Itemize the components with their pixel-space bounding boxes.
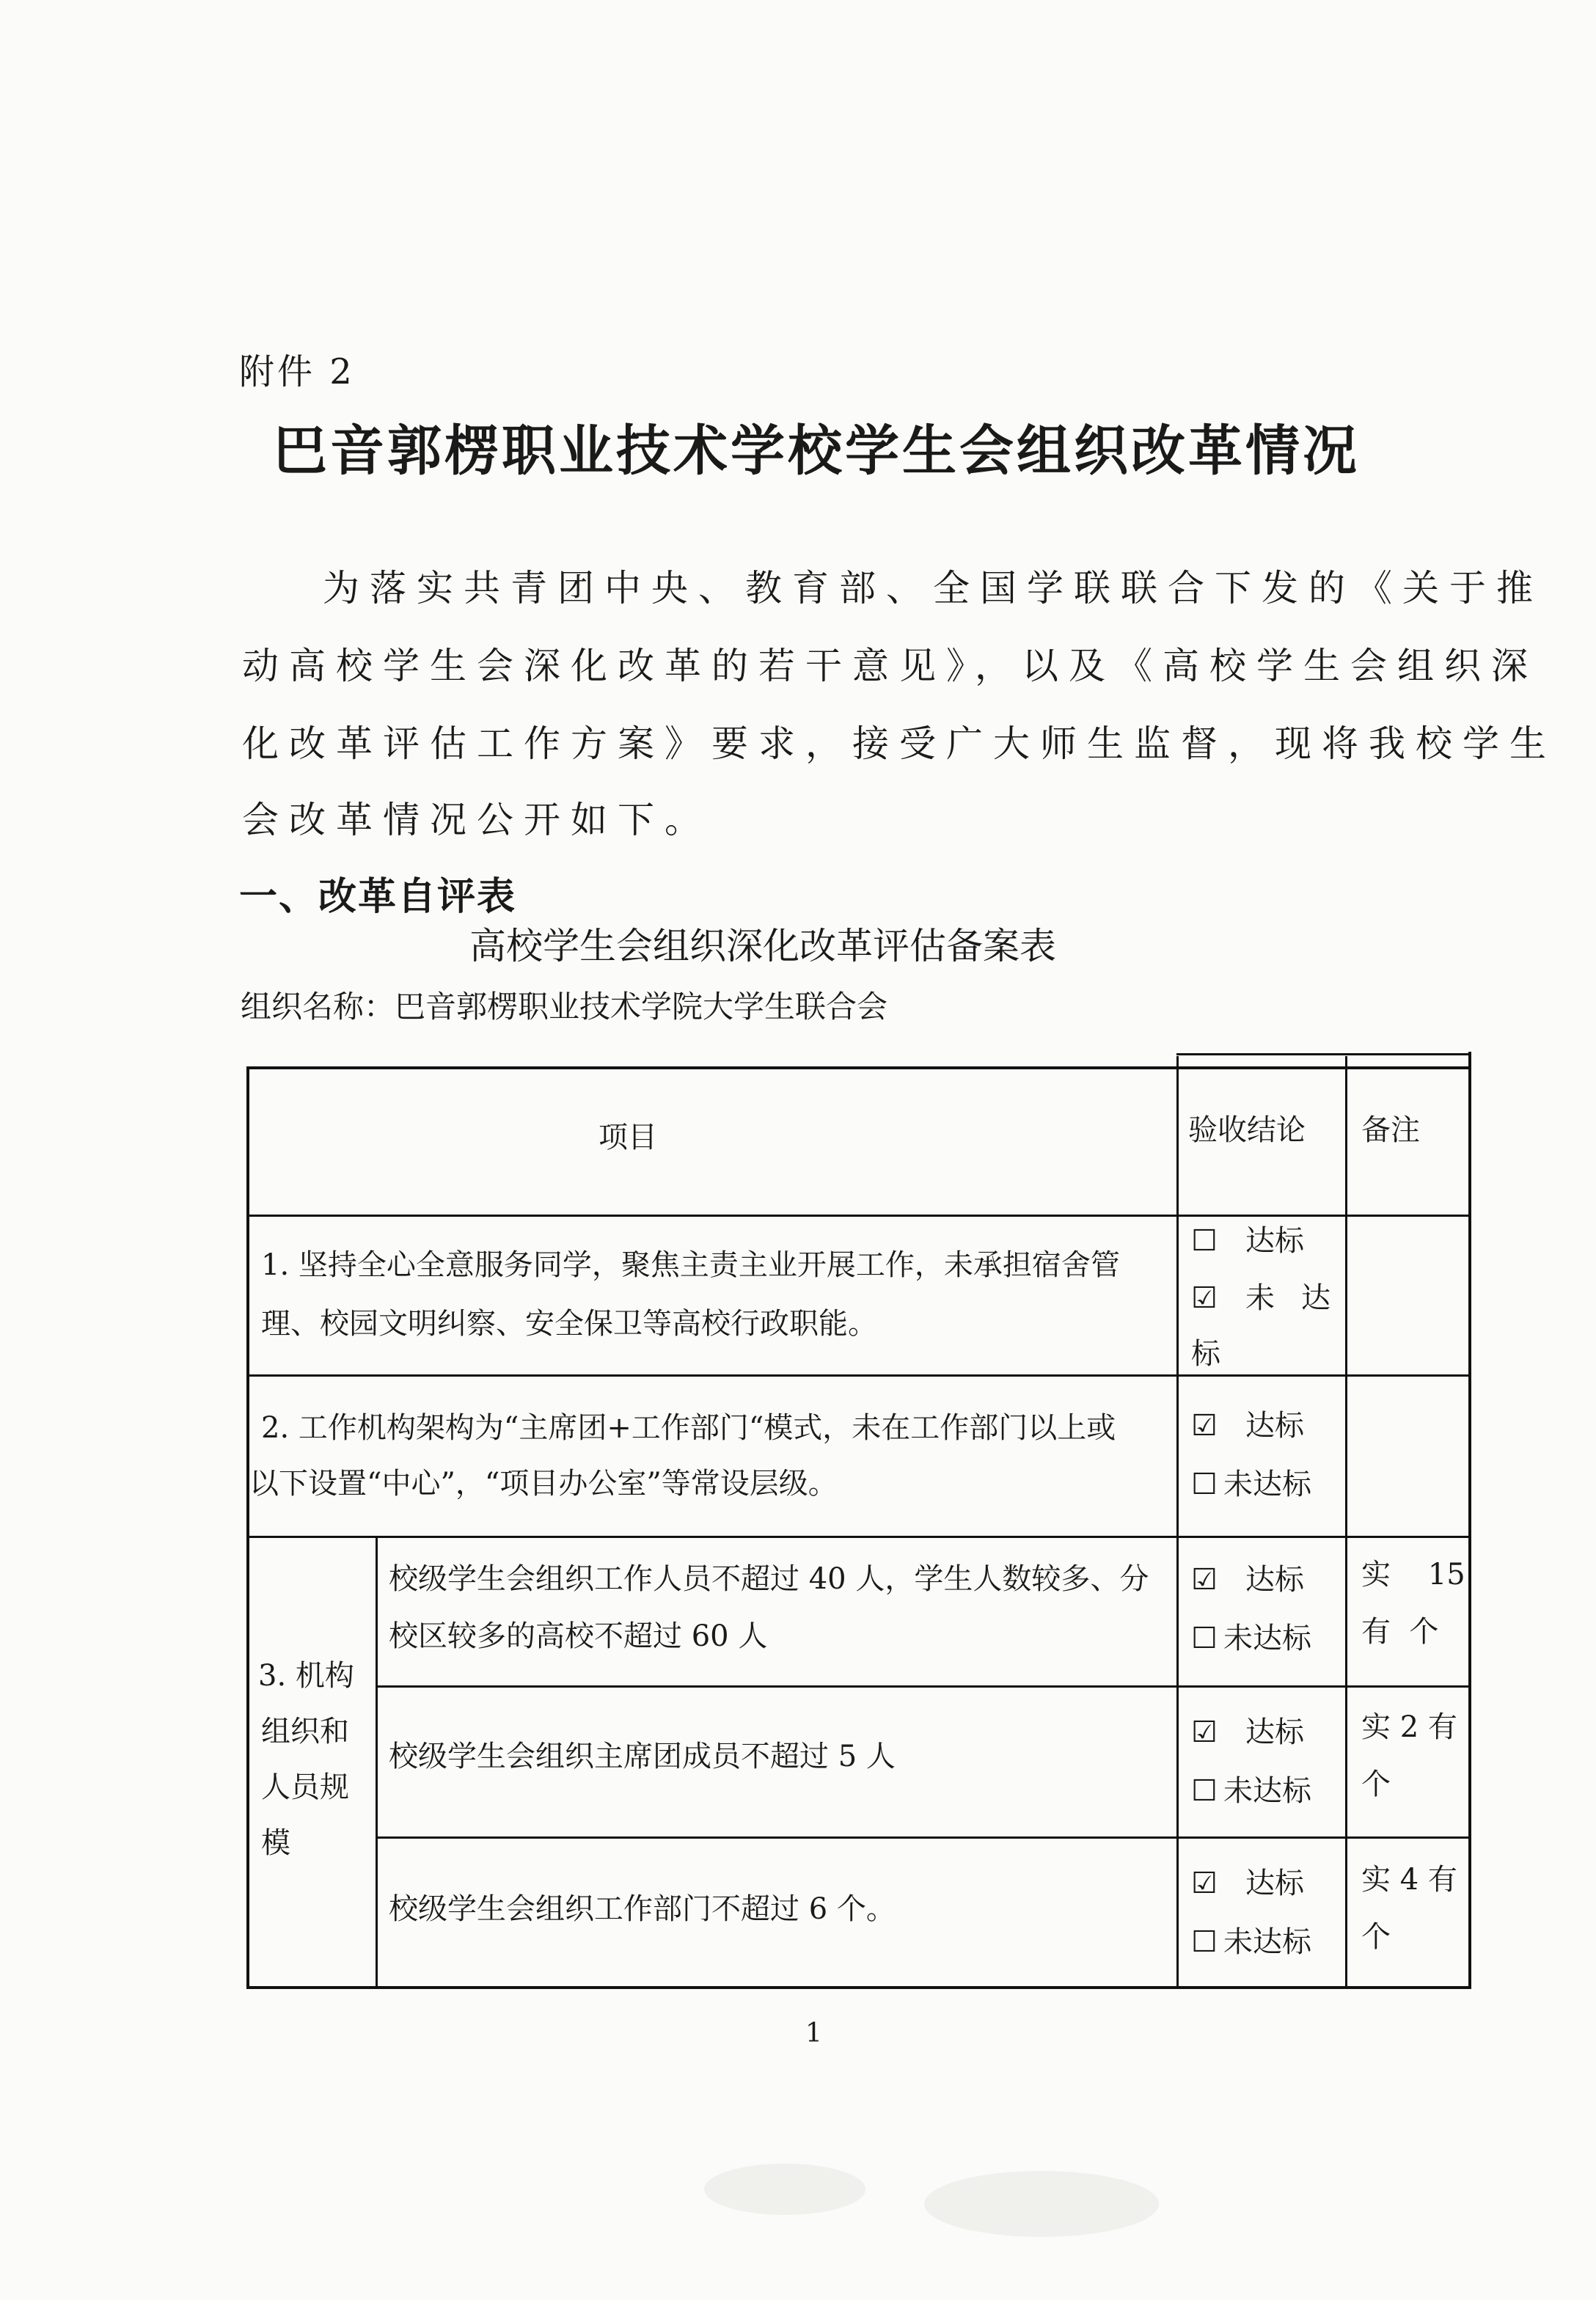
option-label: 达标 (1245, 1409, 1304, 1443)
option-label: 达标 (1245, 1867, 1304, 1900)
remark-text: 个 (1361, 1920, 1391, 1954)
row-item-text: 校级学生会组织主席团成员不超过 5 人 (389, 1740, 896, 1773)
group-label: 3. 机构 (258, 1659, 354, 1693)
table-border (246, 1066, 1471, 1069)
checkbox-checked-icon: ☑ (1191, 1715, 1218, 1749)
checkbox-empty-icon: ☐ (1191, 1925, 1218, 1959)
table-border (246, 1066, 249, 1989)
checkbox-empty-icon: ☐ (1191, 1224, 1218, 1258)
table-border (246, 1986, 1471, 1989)
page-number: 1 (805, 2018, 822, 2048)
row-item-text: 校区较多的高校不超过 60 人 (389, 1619, 768, 1653)
scan-smudge (924, 2171, 1159, 2237)
checkbox-empty-icon: ☐ (1191, 1774, 1218, 1808)
scan-smudge (704, 2164, 865, 2215)
option-pass[interactable] (1191, 1709, 1304, 1751)
group-label: 人员规 (261, 1770, 349, 1804)
option-label: 未达 (1245, 1281, 1357, 1315)
table-border (1176, 1053, 1470, 1055)
option-fail[interactable] (1191, 1615, 1311, 1657)
option-fail[interactable] (1191, 1768, 1311, 1809)
intro-line: 为落实共青团中央、教育部、全国学联联合下发的《关于推 (323, 567, 1543, 609)
table-rule (1176, 1056, 1179, 1989)
intro-line: 会改革情况公开如下。 (242, 799, 711, 841)
document-title: 巴音郭楞职业技术学校学生会组织改革情况 (273, 420, 1360, 483)
option-label-wrap: 标 (1191, 1337, 1220, 1371)
organization-name: 组织名称：巴音郭楞职业技术学院大学生联合会 (241, 989, 888, 1025)
option-label: 未达标 (1223, 1622, 1311, 1655)
checkbox-checked-icon: ☑ (1191, 1867, 1218, 1900)
option-pass[interactable] (1191, 1860, 1304, 1902)
remark-text: 有 个 (1361, 1615, 1439, 1649)
group-label: 模 (261, 1826, 290, 1860)
table-title: 高校学生会组织深化改革评估备案表 (469, 925, 1056, 967)
row-item-text: 校级学生会组织工作部门不超过 6 个。 (389, 1892, 896, 1926)
row-item-text: 2. 工作机构架构为“主席团+工作部门“模式，未在工作部门以上或 (261, 1411, 1116, 1445)
option-fail[interactable] (1191, 1275, 1357, 1316)
intro-line: 化改革评估工作方案》要求，接受广大师生监督，现将我校学生 (242, 722, 1556, 765)
attachment-label: 附件 2 (239, 351, 355, 392)
table-rule (246, 1215, 1471, 1217)
option-label: 未达标 (1223, 1468, 1311, 1501)
option-pass[interactable] (1191, 1556, 1304, 1598)
intro-line: 动高校学生会深化改革的若干意见》，以及《高校学生会组织深 (242, 645, 1538, 687)
checkbox-checked-icon: ☑ (1191, 1409, 1218, 1443)
table-rule (376, 1685, 1471, 1688)
option-fail[interactable] (1191, 1461, 1311, 1503)
checkbox-checked-icon: ☑ (1191, 1281, 1218, 1315)
table-rule (246, 1374, 1471, 1377)
row-item-text: 校级学生会组织工作人员不超过 40 人，学生人数较多、分 (389, 1562, 1149, 1596)
option-label: 未达标 (1223, 1774, 1311, 1808)
option-label: 未达标 (1223, 1925, 1311, 1959)
option-fail[interactable] (1191, 1919, 1311, 1960)
table-rule (1345, 1056, 1347, 1989)
remark-text: 实 15 (1361, 1558, 1465, 1592)
header-remark: 备注 (1361, 1113, 1420, 1147)
group-label: 组织和 (261, 1715, 349, 1748)
table-border (1468, 1052, 1471, 1989)
remark-text: 个 (1361, 1768, 1391, 1801)
row-item-text: 以下设置“中心”，“项目办公室”等常设层级。 (249, 1467, 838, 1501)
remark-text: 实 2 有 (1361, 1710, 1457, 1744)
checkbox-empty-icon: ☐ (1191, 1468, 1218, 1501)
option-label: 达标 (1245, 1715, 1304, 1749)
header-item: 项目 (598, 1121, 657, 1154)
row-item-text: 1. 坚持全心全意服务同学，聚焦主责主业开展工作，未承担宿舍管 (261, 1248, 1120, 1282)
checkbox-checked-icon: ☑ (1191, 1563, 1218, 1597)
checkbox-empty-icon: ☐ (1191, 1622, 1218, 1655)
header-conclusion: 验收结论 (1188, 1113, 1306, 1147)
option-pass[interactable] (1191, 1402, 1304, 1444)
option-pass[interactable] (1191, 1217, 1304, 1259)
table-rule (376, 1536, 378, 1988)
table-rule (246, 1536, 1471, 1538)
option-label: 达标 (1245, 1563, 1304, 1597)
remark-text: 实 4 有 (1361, 1863, 1457, 1897)
section-heading: 一、改革自评表 (239, 875, 517, 919)
table-rule (376, 1836, 1471, 1839)
option-label: 达标 (1245, 1224, 1304, 1258)
row-item-text: 理、校园文明纠察、安全保卫等高校行政职能。 (261, 1307, 877, 1341)
